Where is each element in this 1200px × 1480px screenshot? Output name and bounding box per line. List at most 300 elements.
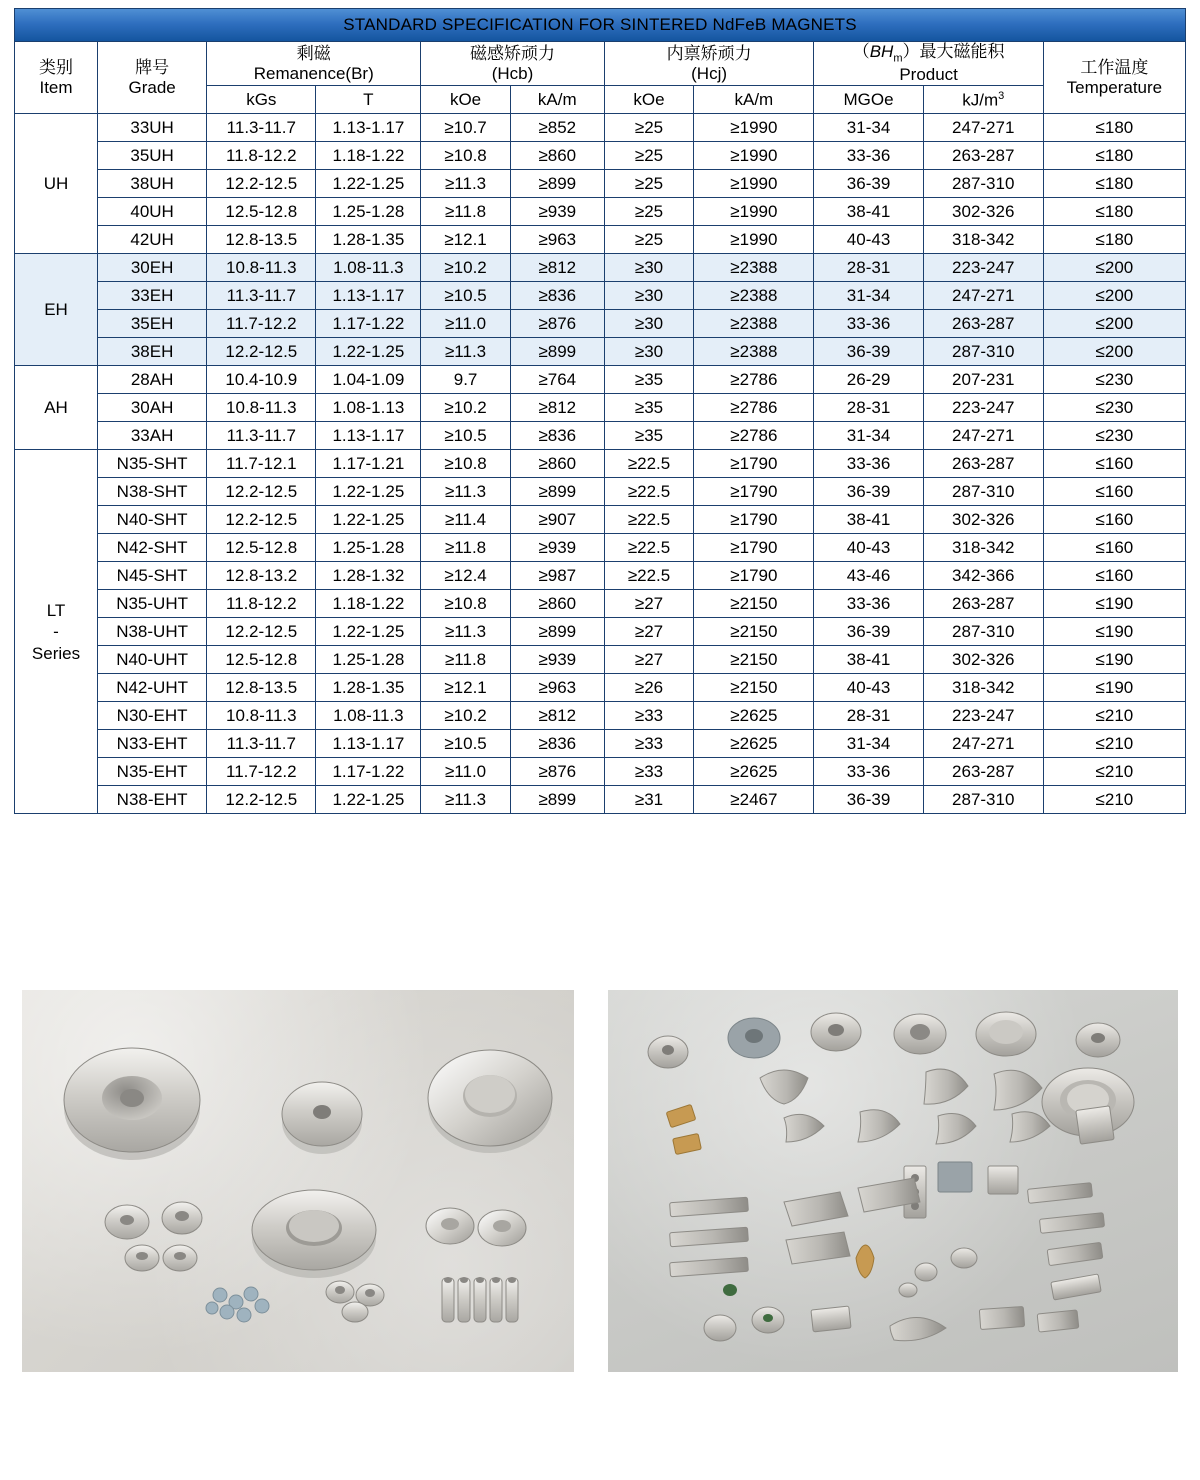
- group-label-ah: [15, 366, 98, 450]
- cell-bh-kj: 287-310: [923, 338, 1043, 366]
- cell-hcb-koe: ≥10.8: [421, 142, 511, 170]
- cell-br-t: 1.25-1.28: [316, 646, 421, 674]
- cell-br-t: 1.18-1.22: [316, 590, 421, 618]
- cell-hcb-koe: ≥11.8: [421, 646, 511, 674]
- cell-hcb-kam: ≥860: [510, 450, 604, 478]
- cell-br-kgs: 10.4-10.9: [207, 366, 316, 394]
- cell-hcj-koe: ≥25: [604, 226, 694, 254]
- table-row: [15, 114, 1186, 142]
- cell-br-kgs: 11.8-12.2: [207, 142, 316, 170]
- cell-hcj-koe: ≥31: [604, 786, 694, 814]
- cell-temperature: ≤230: [1043, 422, 1185, 450]
- unit-hcj-kam: kA/m: [694, 86, 814, 114]
- cell-bh-mgoe: 31-34: [814, 730, 923, 758]
- header-item: [15, 42, 98, 114]
- cell-hcj-koe: ≥25: [604, 142, 694, 170]
- cell-br-t: 1.28-1.32: [316, 562, 421, 590]
- table-row: [15, 394, 1186, 422]
- cell-hcb-kam: ≥852: [510, 114, 604, 142]
- cell-br-kgs: 11.7-12.2: [207, 310, 316, 338]
- cell-hcb-kam: ≥876: [510, 758, 604, 786]
- header-energy-product: [814, 42, 1043, 86]
- cell-hcj-koe: ≥35: [604, 366, 694, 394]
- cell-grade: N35-EHT: [98, 758, 207, 786]
- group-label-line: UH: [43, 174, 69, 194]
- cell-br-t: 1.25-1.28: [316, 198, 421, 226]
- cell-br-kgs: 11.7-12.1: [207, 450, 316, 478]
- cell-bh-kj: 318-342: [923, 226, 1043, 254]
- cell-br-t: 1.13-1.17: [316, 422, 421, 450]
- cell-bh-kj: 302-326: [923, 506, 1043, 534]
- cell-br-t: 1.17-1.22: [316, 310, 421, 338]
- cell-hcb-koe: ≥10.2: [421, 394, 511, 422]
- cell-hcj-kam: ≥2786: [694, 394, 814, 422]
- cell-temperature: ≤160: [1043, 450, 1185, 478]
- group-label-eh: [15, 254, 98, 366]
- unit-hcj-koe: kOe: [604, 86, 694, 114]
- cell-hcb-kam: ≥963: [510, 226, 604, 254]
- header-grade-cn: 牌号: [135, 57, 170, 77]
- cell-br-kgs: 10.8-11.3: [207, 254, 316, 282]
- cell-hcb-kam: ≥899: [510, 618, 604, 646]
- cell-bh-mgoe: 38-41: [814, 506, 923, 534]
- cell-br-kgs: 10.8-11.3: [207, 702, 316, 730]
- cell-hcb-koe: ≥11.3: [421, 170, 511, 198]
- header-hcb: [421, 42, 604, 86]
- cell-grade: N38-SHT: [98, 478, 207, 506]
- cell-br-t: 1.08-1.13: [316, 394, 421, 422]
- group-label-line: LT: [46, 601, 66, 621]
- cell-bh-kj: 318-342: [923, 534, 1043, 562]
- cell-hcj-kam: ≥1990: [694, 114, 814, 142]
- cell-br-t: 1.28-1.35: [316, 674, 421, 702]
- cell-grade: N40-SHT: [98, 506, 207, 534]
- table-title-text: STANDARD SPECIFICATION FOR SINTERED NdFeB MAGNETS: [15, 9, 1185, 41]
- cell-br-kgs: 12.2-12.5: [207, 506, 316, 534]
- group-label-lt-series: [15, 450, 98, 814]
- table-row: [15, 226, 1186, 254]
- cell-hcb-koe: ≥12.1: [421, 226, 511, 254]
- cell-grade: 33EH: [98, 282, 207, 310]
- cell-hcb-kam: ≥812: [510, 702, 604, 730]
- cell-hcj-koe: ≥25: [604, 198, 694, 226]
- cell-temperature: ≤210: [1043, 730, 1185, 758]
- cell-hcj-koe: ≥22.5: [604, 562, 694, 590]
- cell-hcb-kam: ≥860: [510, 142, 604, 170]
- table-title-row: [15, 9, 1186, 42]
- cell-hcj-kam: ≥2150: [694, 646, 814, 674]
- header-grade: [98, 42, 207, 114]
- table-row: [15, 562, 1186, 590]
- unit-br-kgs: kGs: [207, 86, 316, 114]
- cell-hcb-kam: ≥907: [510, 506, 604, 534]
- cell-hcj-kam: ≥2786: [694, 366, 814, 394]
- cell-hcj-kam: ≥1990: [694, 170, 814, 198]
- cell-hcj-kam: ≥1790: [694, 506, 814, 534]
- cell-br-t: 1.08-11.3: [316, 702, 421, 730]
- table-row: [15, 170, 1186, 198]
- cell-hcj-kam: ≥2150: [694, 674, 814, 702]
- table-row: [15, 478, 1186, 506]
- header-hcj-cn: 内禀矫顽力: [666, 43, 752, 63]
- cell-bh-mgoe: 38-41: [814, 646, 923, 674]
- cell-hcj-kam: ≥2625: [694, 730, 814, 758]
- cell-hcj-koe: ≥30: [604, 254, 694, 282]
- cell-grade: 42UH: [98, 226, 207, 254]
- cell-temperature: ≤180: [1043, 198, 1185, 226]
- table-row: [15, 338, 1186, 366]
- cell-hcb-kam: ≥836: [510, 422, 604, 450]
- cell-bh-kj: 247-271: [923, 114, 1043, 142]
- cell-bh-mgoe: 36-39: [814, 338, 923, 366]
- unit-bh-kj: $kJ/m^3$: [923, 86, 1043, 114]
- cell-br-kgs: 12.8-13.5: [207, 674, 316, 702]
- cell-hcj-koe: ≥33: [604, 702, 694, 730]
- cell-br-t: 1.17-1.21: [316, 450, 421, 478]
- cell-hcj-kam: ≥2467: [694, 786, 814, 814]
- cell-hcj-koe: ≥30: [604, 282, 694, 310]
- cell-hcj-koe: ≥27: [604, 590, 694, 618]
- cell-bh-mgoe: 36-39: [814, 618, 923, 646]
- cell-grade: 30EH: [98, 254, 207, 282]
- cell-hcj-kam: ≥2388: [694, 254, 814, 282]
- cell-temperature: ≤200: [1043, 310, 1185, 338]
- header-hcj-en: (Hcj): [691, 63, 728, 83]
- group-label-line: -: [53, 622, 59, 642]
- cell-br-t: 1.22-1.25: [316, 478, 421, 506]
- cell-br-kgs: 11.3-11.7: [207, 114, 316, 142]
- header-hcj: [604, 42, 814, 86]
- cell-temperature: ≤230: [1043, 366, 1185, 394]
- group-label-uh: [15, 114, 98, 254]
- cell-hcb-koe: ≥11.3: [421, 618, 511, 646]
- cell-hcj-kam: ≥2625: [694, 758, 814, 786]
- cell-hcj-koe: ≥22.5: [604, 506, 694, 534]
- cell-grade: 40UH: [98, 198, 207, 226]
- table-row: [15, 618, 1186, 646]
- cell-hcj-koe: ≥35: [604, 422, 694, 450]
- photo-left-objects: [22, 990, 574, 1372]
- photo-right-objects: [608, 990, 1178, 1372]
- cell-hcj-kam: ≥2786: [694, 422, 814, 450]
- cell-bh-mgoe: 38-41: [814, 198, 923, 226]
- cell-hcb-kam: ≥836: [510, 282, 604, 310]
- cell-grade: 33AH: [98, 422, 207, 450]
- cell-temperature: ≤190: [1043, 674, 1185, 702]
- cell-bh-mgoe: 28-31: [814, 394, 923, 422]
- product-photo-assorted: [608, 990, 1178, 1372]
- header-temperature: [1043, 42, 1185, 114]
- table-row: [15, 142, 1186, 170]
- cell-hcj-koe: ≥27: [604, 646, 694, 674]
- cell-hcj-koe: ≥33: [604, 758, 694, 786]
- cell-hcj-kam: ≥2625: [694, 702, 814, 730]
- cell-hcj-koe: ≥22.5: [604, 450, 694, 478]
- cell-br-t: 1.13-1.17: [316, 282, 421, 310]
- cell-bh-kj: 207-231: [923, 366, 1043, 394]
- cell-hcb-koe: ≥10.2: [421, 702, 511, 730]
- table-row: [15, 702, 1186, 730]
- specification-table-container: [14, 8, 1186, 814]
- cell-temperature: ≤190: [1043, 618, 1185, 646]
- cell-hcj-koe: ≥30: [604, 310, 694, 338]
- cell-temperature: ≤200: [1043, 338, 1185, 366]
- cell-hcj-kam: ≥1790: [694, 478, 814, 506]
- cell-bh-mgoe: 33-36: [814, 142, 923, 170]
- cell-grade: N42-UHT: [98, 674, 207, 702]
- table-row: [15, 674, 1186, 702]
- cell-grade: N33-EHT: [98, 730, 207, 758]
- table-row: [15, 786, 1186, 814]
- cell-hcb-koe: ≥11.3: [421, 338, 511, 366]
- cell-bh-kj: 223-247: [923, 702, 1043, 730]
- cell-grade: 33UH: [98, 114, 207, 142]
- cell-hcj-kam: ≥2388: [694, 282, 814, 310]
- table-row: [15, 506, 1186, 534]
- cell-grade: 35UH: [98, 142, 207, 170]
- cell-br-t: 1.13-1.17: [316, 730, 421, 758]
- cell-br-kgs: 11.3-11.7: [207, 730, 316, 758]
- header-remanence-en: Remanence(Br): [253, 63, 374, 83]
- group-label-line: Series: [31, 643, 81, 663]
- cell-br-t: 1.28-1.35: [316, 226, 421, 254]
- cell-bh-kj: 263-287: [923, 310, 1043, 338]
- cell-hcj-kam: ≥2388: [694, 310, 814, 338]
- cell-hcb-koe: ≥11.0: [421, 310, 511, 338]
- header-energy-product-cn: $(BH_m)$最大磁能积: [852, 42, 1005, 65]
- cell-bh-kj: 263-287: [923, 450, 1043, 478]
- cell-grade: N35-SHT: [98, 450, 207, 478]
- cell-hcj-koe: ≥25: [604, 170, 694, 198]
- cell-bh-mgoe: 40-43: [814, 674, 923, 702]
- cell-grade: 35EH: [98, 310, 207, 338]
- header-temperature-cn: 工作温度: [1080, 57, 1149, 77]
- cell-br-kgs: 11.7-12.2: [207, 758, 316, 786]
- unit-br-t: T: [316, 86, 421, 114]
- cell-hcb-kam: ≥899: [510, 338, 604, 366]
- cell-br-kgs: 12.2-12.5: [207, 618, 316, 646]
- cell-bh-mgoe: 40-43: [814, 534, 923, 562]
- cell-hcb-kam: ≥812: [510, 394, 604, 422]
- cell-grade: 28AH: [98, 366, 207, 394]
- cell-bh-mgoe: 36-39: [814, 170, 923, 198]
- cell-br-kgs: 12.2-12.5: [207, 170, 316, 198]
- cell-bh-mgoe: 31-34: [814, 114, 923, 142]
- cell-hcj-koe: ≥30: [604, 338, 694, 366]
- cell-bh-kj: 342-366: [923, 562, 1043, 590]
- table-row: [15, 366, 1186, 394]
- cell-hcb-kam: ≥899: [510, 478, 604, 506]
- cell-bh-kj: 287-310: [923, 170, 1043, 198]
- cell-br-t: 1.13-1.17: [316, 114, 421, 142]
- header-remanence-cn: 剩磁: [296, 43, 331, 63]
- cell-bh-mgoe: 28-31: [814, 254, 923, 282]
- cell-bh-kj: 263-287: [923, 758, 1043, 786]
- cell-bh-mgoe: 28-31: [814, 702, 923, 730]
- cell-bh-mgoe: 31-34: [814, 282, 923, 310]
- cell-hcb-koe: ≥10.2: [421, 254, 511, 282]
- cell-grade: N38-EHT: [98, 786, 207, 814]
- cell-bh-mgoe: 36-39: [814, 478, 923, 506]
- header-hcb-en: (Hcb): [491, 63, 534, 83]
- table-row: [15, 254, 1186, 282]
- cell-hcb-koe: ≥11.3: [421, 786, 511, 814]
- table-row: [15, 590, 1186, 618]
- cell-temperature: ≤200: [1043, 282, 1185, 310]
- cell-bh-kj: 302-326: [923, 646, 1043, 674]
- cell-br-kgs: 12.5-12.8: [207, 646, 316, 674]
- cell-temperature: ≤200: [1043, 254, 1185, 282]
- group-label-line: AH: [44, 398, 68, 418]
- cell-hcj-kam: ≥1990: [694, 142, 814, 170]
- cell-grade: 38EH: [98, 338, 207, 366]
- cell-hcb-kam: ≥812: [510, 254, 604, 282]
- cell-hcb-koe: ≥10.5: [421, 422, 511, 450]
- cell-hcb-kam: ≥876: [510, 310, 604, 338]
- cell-grade: 30AH: [98, 394, 207, 422]
- cell-hcj-kam: ≥2388: [694, 338, 814, 366]
- cell-temperature: ≤210: [1043, 702, 1185, 730]
- cell-hcj-koe: ≥25: [604, 114, 694, 142]
- cell-grade: 38UH: [98, 170, 207, 198]
- cell-grade: N35-UHT: [98, 590, 207, 618]
- cell-hcb-koe: ≥11.8: [421, 198, 511, 226]
- cell-hcb-koe: ≥10.8: [421, 590, 511, 618]
- cell-hcj-koe: ≥22.5: [604, 478, 694, 506]
- table-row: [15, 310, 1186, 338]
- cell-grade: N42-SHT: [98, 534, 207, 562]
- cell-bh-kj: 287-310: [923, 618, 1043, 646]
- cell-bh-kj: 247-271: [923, 282, 1043, 310]
- cell-hcj-koe: ≥35: [604, 394, 694, 422]
- unit-hcb-koe: kOe: [421, 86, 511, 114]
- specification-table: [14, 8, 1186, 814]
- cell-bh-kj: 247-271: [923, 422, 1043, 450]
- cell-br-kgs: 12.8-13.5: [207, 226, 316, 254]
- cell-bh-mgoe: 31-34: [814, 422, 923, 450]
- cell-bh-kj: 318-342: [923, 674, 1043, 702]
- cell-bh-kj: 302-326: [923, 198, 1043, 226]
- cell-hcb-kam: ≥987: [510, 562, 604, 590]
- cell-temperature: ≤210: [1043, 786, 1185, 814]
- cell-br-kgs: 11.3-11.7: [207, 422, 316, 450]
- table-row: [15, 198, 1186, 226]
- cell-hcb-kam: ≥939: [510, 534, 604, 562]
- cell-hcj-kam: ≥1790: [694, 450, 814, 478]
- cell-grade: N30-EHT: [98, 702, 207, 730]
- cell-br-t: 1.08-11.3: [316, 254, 421, 282]
- cell-bh-kj: 223-247: [923, 254, 1043, 282]
- cell-hcb-kam: ≥764: [510, 366, 604, 394]
- cell-br-t: 1.22-1.25: [316, 338, 421, 366]
- cell-bh-mgoe: 40-43: [814, 226, 923, 254]
- cell-grade: N38-UHT: [98, 618, 207, 646]
- table-title: [15, 9, 1186, 42]
- cell-hcb-koe: ≥11.4: [421, 506, 511, 534]
- cell-hcb-koe: ≥11.0: [421, 758, 511, 786]
- header-temperature-en: Temperature: [1066, 77, 1163, 97]
- cell-temperature: ≤230: [1043, 394, 1185, 422]
- cell-br-kgs: 12.2-12.5: [207, 478, 316, 506]
- cell-hcb-kam: ≥939: [510, 646, 604, 674]
- cell-br-kgs: 11.3-11.7: [207, 282, 316, 310]
- cell-hcb-koe: ≥10.7: [421, 114, 511, 142]
- cell-hcb-koe: ≥10.5: [421, 282, 511, 310]
- cell-hcb-kam: ≥899: [510, 786, 604, 814]
- cell-hcb-kam: ≥860: [510, 590, 604, 618]
- cell-bh-kj: 287-310: [923, 786, 1043, 814]
- cell-bh-mgoe: 26-29: [814, 366, 923, 394]
- table-row: [15, 534, 1186, 562]
- group-label-line: EH: [44, 300, 68, 320]
- cell-br-kgs: 11.8-12.2: [207, 590, 316, 618]
- cell-br-t: 1.22-1.25: [316, 506, 421, 534]
- product-photo-rings: [22, 990, 574, 1372]
- cell-hcb-kam: ≥963: [510, 674, 604, 702]
- cell-bh-kj: 287-310: [923, 478, 1043, 506]
- table-row: [15, 282, 1186, 310]
- cell-hcb-kam: ≥899: [510, 170, 604, 198]
- cell-bh-kj: 263-287: [923, 590, 1043, 618]
- product-photos: [0, 990, 1200, 1390]
- table-row: [15, 646, 1186, 674]
- cell-bh-mgoe: 43-46: [814, 562, 923, 590]
- cell-hcj-kam: ≥1990: [694, 198, 814, 226]
- cell-bh-mgoe: 33-36: [814, 310, 923, 338]
- header-item-cn: 类别: [39, 57, 73, 77]
- cell-bh-mgoe: 36-39: [814, 786, 923, 814]
- cell-hcj-koe: ≥27: [604, 618, 694, 646]
- cell-hcj-kam: ≥1990: [694, 226, 814, 254]
- cell-hcj-koe: ≥22.5: [604, 534, 694, 562]
- cell-temperature: ≤210: [1043, 758, 1185, 786]
- cell-br-t: 1.18-1.22: [316, 142, 421, 170]
- cell-br-t: 1.22-1.25: [316, 618, 421, 646]
- cell-br-kgs: 12.2-12.5: [207, 338, 316, 366]
- cell-br-t: 1.04-1.09: [316, 366, 421, 394]
- header-grade-en: Grade: [128, 77, 176, 97]
- cell-hcb-koe: ≥10.5: [421, 730, 511, 758]
- unit-hcb-kam: kA/m: [510, 86, 604, 114]
- cell-hcj-koe: ≥26: [604, 674, 694, 702]
- cell-temperature: ≤160: [1043, 478, 1185, 506]
- cell-hcj-koe: ≥33: [604, 730, 694, 758]
- cell-temperature: ≤180: [1043, 170, 1185, 198]
- header-remanence: [207, 42, 421, 86]
- unit-bh-mgoe: MGOe: [814, 86, 923, 114]
- cell-br-kgs: 12.2-12.5: [207, 786, 316, 814]
- cell-hcb-koe: 9.7: [421, 366, 511, 394]
- cell-br-t: 1.22-1.25: [316, 170, 421, 198]
- cell-hcj-kam: ≥1790: [694, 534, 814, 562]
- cell-hcj-kam: ≥1790: [694, 562, 814, 590]
- cell-hcb-koe: ≥12.1: [421, 674, 511, 702]
- cell-hcb-kam: ≥836: [510, 730, 604, 758]
- table-row: [15, 758, 1186, 786]
- cell-hcb-koe: ≥12.4: [421, 562, 511, 590]
- cell-hcb-koe: ≥11.3: [421, 478, 511, 506]
- table-row: [15, 422, 1186, 450]
- cell-bh-kj: 247-271: [923, 730, 1043, 758]
- cell-bh-kj: 263-287: [923, 142, 1043, 170]
- cell-bh-mgoe: 33-36: [814, 758, 923, 786]
- cell-temperature: ≤180: [1043, 142, 1185, 170]
- cell-temperature: ≤160: [1043, 534, 1185, 562]
- header-hcb-cn: 磁感矫顽力: [470, 43, 556, 63]
- cell-temperature: ≤180: [1043, 114, 1185, 142]
- cell-temperature: ≤190: [1043, 646, 1185, 674]
- header-row-primary: [15, 42, 1186, 86]
